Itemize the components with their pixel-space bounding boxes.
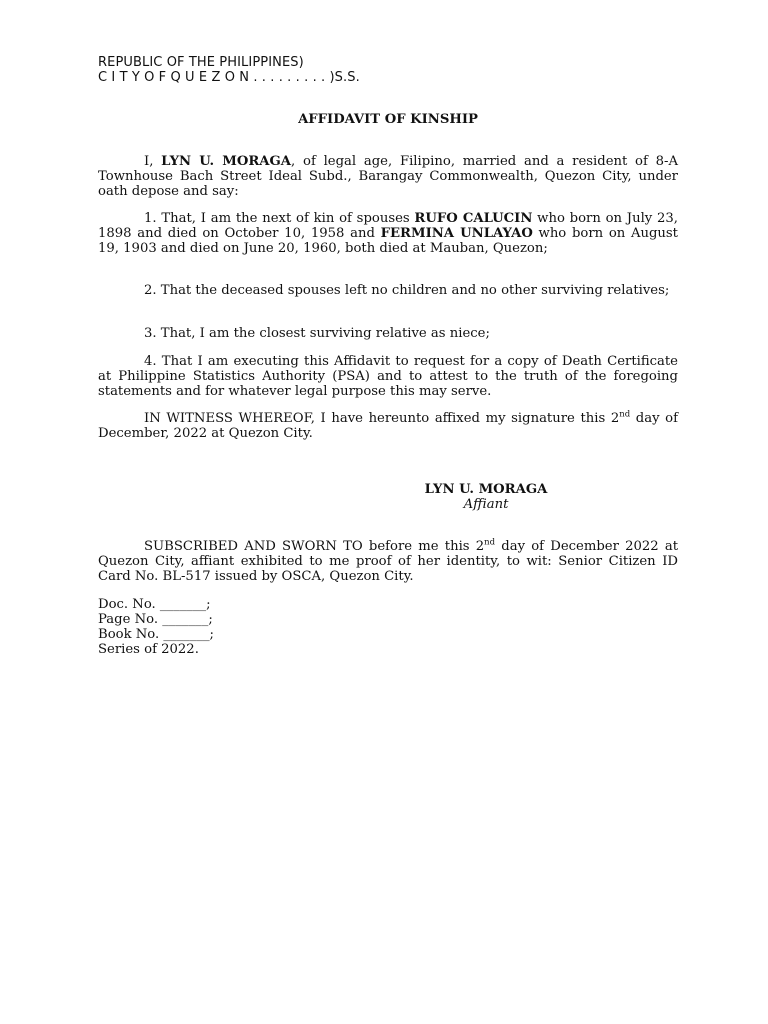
doc-no: Doc. No. _______; — [98, 597, 211, 612]
item-1-middle: who born on July 23, 1898 and died on October 10, 1958 and — [98, 211, 678, 241]
page-no: Page No. _______; — [98, 612, 213, 627]
item-2-paragraph: 2. That the deceased spouses left no children and no other surviving relatives; — [144, 283, 670, 298]
witness-ordinal: nd — [619, 409, 631, 420]
item-3-paragraph: 3. That, I am the closest surviving relative as niece; — [144, 326, 490, 341]
venue-block — [98, 55, 360, 85]
series: Series of 2022. — [98, 642, 199, 657]
intro-text: , of legal age, Filipino, married and a resident of 8-A Townhouse Bach Street Ideal Subd., Barangay Commonwealth, Quezon City, under oath depose and say: — [98, 154, 679, 199]
notarial-register — [98, 597, 214, 657]
witness-text-2: day of December, 2022 at Quezon City. — [98, 411, 678, 441]
venue-city: C I T Y O F Q U E Z O N . . . . . . . . . )S.S. — [98, 70, 360, 85]
witness-paragraph — [98, 411, 678, 441]
signatory-name: LYN U. MORAGA — [424, 482, 548, 497]
jurat-text-2: day of December 2022 at Quezon City, affiant exhibited to me proof of her identity, to wit: Senior Citizen ID Card No. BL-517 issued by OSCA, Quezon City. — [98, 539, 678, 584]
signature-block — [386, 482, 586, 512]
item-4-paragraph: 4. That I am executing this Affidavit to request for a copy of Death Certificate at Philippine Statistics Authority (PSA) and to attest to the truth of the foregoing statements and for whatever legal purpose this may serve. — [98, 354, 678, 399]
signatory-role: Affiant — [463, 497, 509, 512]
document-title: AFFIDAVIT OF KINSHIP — [298, 112, 478, 127]
jurat-ordinal: nd — [484, 537, 496, 548]
witness-text-1: IN WITNESS WHEREOF, I have hereunto affixed my signature this 2 — [144, 411, 620, 426]
intro-paragraph — [98, 154, 678, 199]
book-no: Book No. _______; — [98, 627, 214, 642]
item-1-prefix: 1. That, I am the next of kin of spouses — [144, 211, 415, 226]
spouse-1-name: RUFO CALUCIN — [414, 211, 533, 226]
item-1-paragraph — [98, 211, 678, 256]
spouse-2-name: FERMINA UNLAYAO — [380, 226, 533, 241]
jurat-text-1: SUBSCRIBED AND SWORN TO before me this 2 — [144, 539, 485, 554]
intro-prefix: I, — [144, 154, 162, 169]
jurat-paragraph — [98, 539, 678, 584]
item-1-suffix: who born on August 19, 1903 and died on June 20, 1960, both died at Mauban, Quezon; — [98, 226, 678, 256]
venue-republic: REPUBLIC OF THE PHILIPPINES) — [98, 55, 304, 70]
affiant-name: LYN U. MORAGA — [161, 154, 292, 169]
